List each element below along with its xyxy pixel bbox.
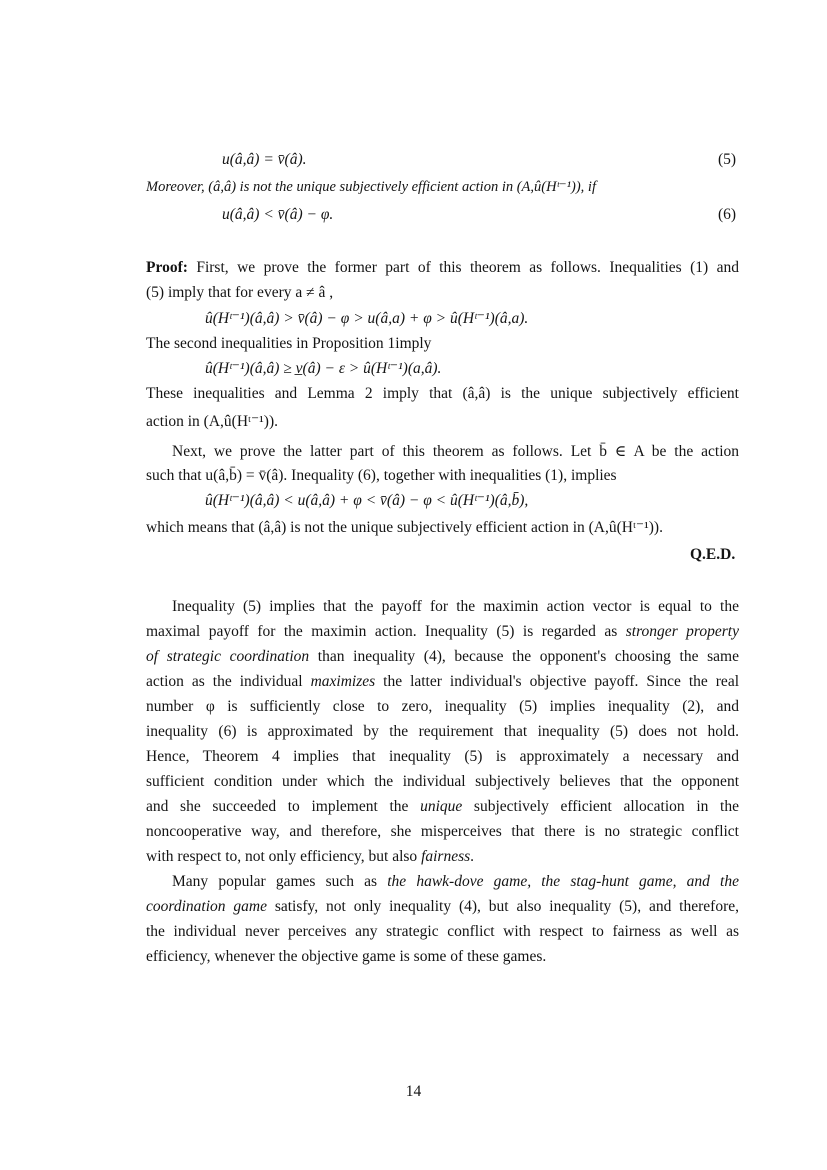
proof-line-7: such that u(â,b̄) = v̄(â). Inequality (6), together with inequalities (1), implies xyxy=(146,467,617,484)
paragraph-1-line-8: sufficient condition under which the individual subjectively believes that the opponent xyxy=(146,773,739,790)
equation-5-number: (5) xyxy=(718,151,737,168)
p1-l4-text-b: the latter individual's objective payoff. Since the real xyxy=(375,673,739,690)
paragraph-1-line-2 xyxy=(146,622,739,642)
proof-equation-a: û(Hᵗ⁻¹)(â,â) > v̄(â) − φ > u(â,a) + φ > û(Hᵗ⁻¹)(â,a). xyxy=(205,310,529,327)
proof-line-8: which means that (â,â) is not the unique subjectively efficient action in (A,û(Hᵗ⁻¹)). xyxy=(146,519,663,536)
p2-l1-text: Many popular games such as xyxy=(172,873,388,890)
proof-line-3: The second inequalities in Proposition 1imply xyxy=(146,335,432,352)
p1-l3-emph: of strategic coordination xyxy=(146,648,310,665)
proof-line-1-text: First, we prove the former part of this theorem as follows. Inequalities (1) and xyxy=(187,259,739,276)
paragraph-2-line-4: efficiency, whenever the objective game is some of these games. xyxy=(146,948,547,965)
proof-line-2: (5) imply that for every a ≠ â , xyxy=(146,284,334,301)
paragraph-2-line-3: the individual never perceives any strategic conflict with respect to fairness as well as xyxy=(146,923,739,940)
p1-l11-emph: fairness xyxy=(421,848,471,865)
p1-l9-text-a: and she succeeded to implement the xyxy=(146,798,421,815)
proof-line-6: Next, we prove the latter part of this theorem as follows. Let b̄ ∈ A be the action xyxy=(172,443,739,460)
p1-l11-text-b: . xyxy=(470,848,475,865)
p1-l9-text-b: subjectively efficient allocation in the xyxy=(462,798,739,815)
paragraph-1-line-6: inequality (6) is approximated by the requirement that inequality (5) does not hold. xyxy=(146,723,739,740)
paragraph-1-line-5: number φ is sufficiently close to zero, inequality (5) implies inequality (2), and xyxy=(146,698,739,715)
proof-label: Proof: xyxy=(146,259,188,276)
proof-equation-c: û(Hᵗ⁻¹)(â,â) < u(â,â) + φ < v̄(â) − φ < û(Hᵗ⁻¹)(â,b̄), xyxy=(205,492,529,509)
qed-mark: Q.E.D. xyxy=(690,546,736,563)
p1-l3-text: than inequality (4), because the opponent's choosing the same xyxy=(309,648,739,665)
paragraph-2-line-2 xyxy=(146,897,739,917)
paragraph-1-line-4 xyxy=(146,672,739,692)
paragraph-1-line-10: noncooperative way, and therefore, she misperceives that there is no strategic conflict xyxy=(146,823,739,840)
p1-l4-text-a: action as the individual xyxy=(146,673,311,690)
proof-line-1 xyxy=(146,258,739,278)
moreover-statement: Moreover, (â,â) is not the unique subjectively efficient action in (A,û(Hᵗ⁻¹)), if xyxy=(146,179,596,195)
p1-l9-emph: unique xyxy=(420,798,463,815)
paragraph-1-line-7: Hence, Theorem 4 implies that inequality (5) is approximately a necessary and xyxy=(146,748,739,765)
equation-6-number: (6) xyxy=(718,206,737,223)
p1-l2-emph: stronger property xyxy=(625,623,739,640)
proof-line-4: These inequalities and Lemma 2 imply that (â,â) is the unique subjectively efficient xyxy=(146,385,739,402)
p2-l2-text: satisfy, not only inequality (4), but also inequality (5), and therefore, xyxy=(266,898,739,915)
paragraph-1-line-3 xyxy=(146,647,739,667)
paragraph-1-line-1: Inequality (5) implies that the payoff for the maximin action vector is equal to the xyxy=(172,598,739,615)
equation-5: u(â,â) = v̄(â). xyxy=(222,151,307,168)
page-number: 14 xyxy=(405,1083,422,1100)
p1-l2-text: maximal payoff for the maximin action. Inequality (5) is regarded as xyxy=(146,623,626,640)
proof-line-5: action in (A,û(Hᵗ⁻¹)). xyxy=(146,413,279,430)
paragraph-1-line-9 xyxy=(146,797,739,817)
p1-l4-emph: maximizes xyxy=(310,673,376,690)
p2-l2-emph: coordination game xyxy=(146,898,267,915)
paragraph-2-line-1 xyxy=(172,872,739,892)
p1-l11-text-a: with respect to, not only efficiency, but also xyxy=(146,848,422,865)
p2-l1-emph: the hawk-dove game, the stag-hunt game, and the xyxy=(387,873,739,890)
equation-6: u(â,â) < v̄(â) − φ. xyxy=(222,206,334,223)
paragraph-1-line-11 xyxy=(146,847,474,867)
proof-equation-b: û(Hᵗ⁻¹)(â,â) ≥ v̲(â) − ε > û(Hᵗ⁻¹)(a,â). xyxy=(205,360,442,377)
